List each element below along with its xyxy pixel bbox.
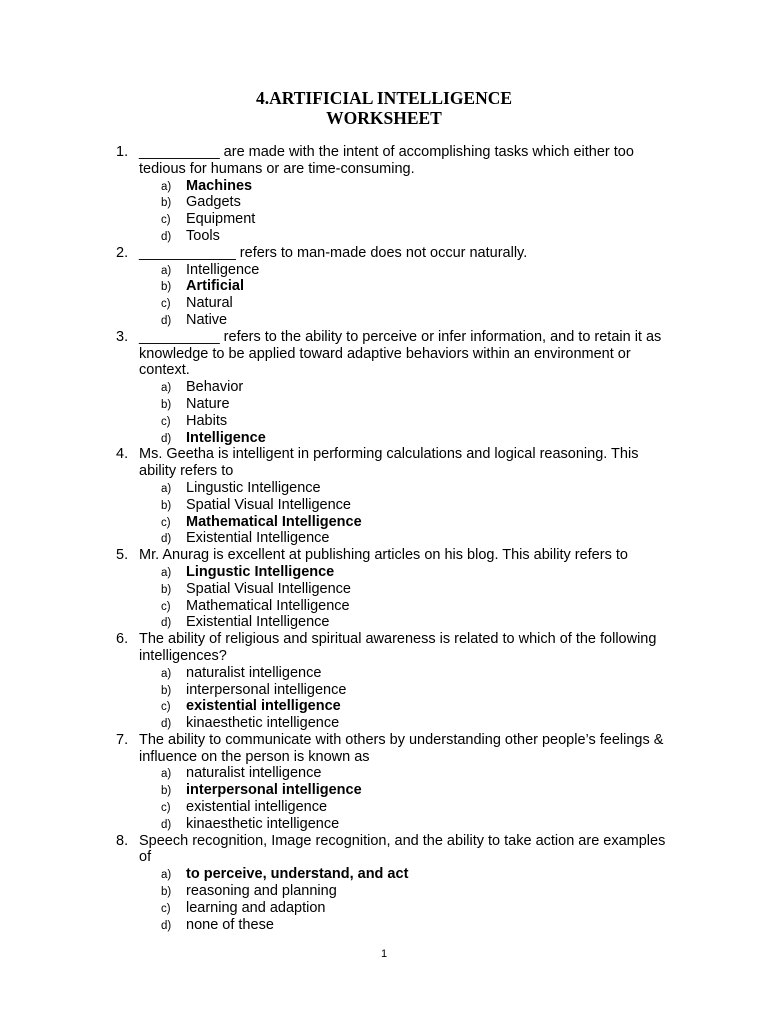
option-text: naturalist intelligence — [186, 765, 322, 782]
answer-option — [0, 413, 768, 430]
option-letter: a) — [161, 382, 172, 395]
question-text: The ability to communicate with others by understanding other people’s feelings & influence on the person is known as — [139, 731, 664, 765]
option-letter: a) — [161, 869, 172, 882]
option-text: Tools — [186, 227, 220, 244]
answer-option — [0, 211, 768, 228]
answer-option — [0, 497, 768, 514]
option-text-correct: interpersonal intelligence — [186, 782, 362, 799]
option-text: Gadgets — [186, 194, 241, 211]
option-text-correct: existential intelligence — [186, 698, 341, 715]
option-text: learning and adaption — [186, 899, 326, 916]
option-text: Intelligence — [186, 261, 260, 278]
option-text-correct: Intelligence — [186, 429, 266, 446]
question-text: Mr. Anurag is excellent at publishing articles on his blog. This ability refers to — [139, 547, 628, 564]
question-item — [0, 833, 768, 934]
option-text: Spatial Visual Intelligence — [186, 580, 351, 597]
answer-option — [0, 665, 768, 682]
question-number: 4. — [116, 446, 129, 463]
answer-option — [0, 581, 768, 598]
option-letter: d) — [161, 919, 172, 932]
option-letter: d) — [161, 617, 172, 630]
question-list — [0, 144, 768, 933]
answer-option — [0, 396, 768, 413]
option-text: existential intelligence — [186, 799, 328, 816]
option-text-correct: Artificial — [186, 278, 245, 295]
option-text: Existential Intelligence — [186, 614, 330, 631]
option-text: naturalist intelligence — [186, 664, 322, 681]
option-letter: b) — [161, 281, 172, 294]
answer-option — [0, 917, 768, 934]
option-letter: a) — [161, 180, 172, 193]
option-text: Existential Intelligence — [186, 530, 330, 547]
question-text: The ability of religious and spiritual awareness is related to which of the following intelligences? — [139, 631, 657, 664]
option-text: none of these — [186, 916, 274, 933]
option-text: Spatial Visual Intelligence — [186, 496, 351, 513]
question-number: 2. — [116, 244, 129, 261]
option-letter: c) — [161, 214, 171, 227]
question-number: 3. — [116, 328, 129, 345]
option-letter: a) — [161, 768, 172, 781]
option-letter: a) — [161, 566, 172, 579]
question-item — [0, 329, 768, 447]
page-subtitle: WORKSHEET — [326, 108, 442, 128]
option-letter: b) — [161, 499, 172, 512]
option-text: Nature — [186, 395, 230, 412]
option-letter: c) — [161, 802, 171, 815]
option-text: Behavior — [186, 379, 244, 396]
option-letter: a) — [161, 667, 172, 680]
answer-option — [0, 530, 768, 547]
answer-option — [0, 782, 768, 799]
question-item — [0, 732, 768, 833]
question-item — [0, 547, 768, 631]
option-text: kinaesthetic intelligence — [186, 715, 340, 732]
question-item — [0, 245, 768, 329]
option-letter: c) — [161, 415, 171, 428]
question-number: 1. — [116, 144, 129, 160]
option-text: reasoning and planning — [186, 883, 337, 900]
answer-option — [0, 379, 768, 396]
option-letter: b) — [161, 197, 172, 210]
option-letter: b) — [161, 398, 172, 411]
answer-option — [0, 765, 768, 782]
option-text: Natural — [186, 295, 233, 312]
option-text: Lingustic Intelligence — [186, 479, 321, 496]
option-text: Equipment — [186, 211, 256, 228]
question-text: __________ are made with the intent of accomplishing tasks which either too tedious for humans or are time-consuming. — [139, 144, 634, 177]
answer-option — [0, 194, 768, 211]
question-item — [0, 446, 768, 547]
answer-option — [0, 698, 768, 715]
answer-option — [0, 312, 768, 329]
option-text-correct: Lingustic Intelligence — [186, 563, 335, 580]
answer-option — [0, 598, 768, 615]
option-letter: b) — [161, 684, 172, 697]
option-text-correct: Machines — [186, 177, 253, 194]
option-letter: c) — [161, 600, 171, 613]
option-letter: b) — [161, 583, 172, 596]
option-text: Native — [186, 311, 228, 328]
answer-option — [0, 682, 768, 699]
option-letter: b) — [161, 785, 172, 798]
option-letter: c) — [161, 298, 171, 311]
answer-option — [0, 262, 768, 279]
option-text-correct: Mathematical Intelligence — [186, 513, 362, 530]
option-letter: d) — [161, 314, 172, 327]
answer-option — [0, 564, 768, 581]
question-item — [0, 144, 768, 245]
question-number: 8. — [116, 832, 129, 849]
question-text: ____________ refers to man-made does not occur naturally. — [139, 244, 528, 261]
option-text: Habits — [186, 412, 228, 429]
answer-option — [0, 430, 768, 447]
question-text: Speech recognition, Image recognition, and the ability to take action are examples of — [139, 832, 666, 866]
option-letter: a) — [161, 482, 172, 495]
option-text: Mathematical Intelligence — [186, 597, 350, 614]
question-text: __________ refers to the ability to perceive or infer information, and to retain it as knowledge to be applied toward adaptive behaviors within an environment or context. — [139, 328, 662, 379]
answer-option — [0, 228, 768, 245]
question-item — [0, 631, 768, 732]
option-letter: c) — [161, 516, 171, 529]
answer-option — [0, 799, 768, 816]
option-letter: c) — [161, 701, 171, 714]
answer-option — [0, 900, 768, 917]
question-number: 7. — [116, 731, 129, 748]
question-number: 6. — [116, 631, 129, 648]
option-letter: a) — [161, 264, 172, 277]
option-letter: b) — [161, 886, 172, 899]
answer-option — [0, 514, 768, 531]
option-text: interpersonal intelligence — [186, 681, 347, 698]
answer-option — [0, 480, 768, 497]
option-letter: d) — [161, 718, 172, 731]
answer-option — [0, 295, 768, 312]
question-number: 5. — [116, 547, 129, 564]
option-letter: c) — [161, 902, 171, 915]
question-text: Ms. Geetha is intelligent in performing calculations and logical reasoning. This ability refers to — [139, 446, 639, 480]
answer-option — [0, 178, 768, 195]
option-text-correct: to perceive, understand, and act — [186, 866, 409, 883]
page-title: 4.ARTIFICIAL INTELLIGENCE — [255, 88, 513, 108]
option-letter: d) — [161, 432, 172, 445]
answer-option — [0, 614, 768, 631]
option-text: kinaesthetic intelligence — [186, 815, 340, 832]
answer-option — [0, 883, 768, 900]
answer-option — [0, 278, 768, 295]
answer-option — [0, 816, 768, 833]
answer-option — [0, 715, 768, 732]
option-letter: d) — [161, 533, 172, 546]
answer-option — [0, 866, 768, 883]
option-letter: d) — [161, 818, 172, 831]
page-number: 1 — [380, 948, 388, 960]
option-letter: d) — [161, 230, 172, 243]
